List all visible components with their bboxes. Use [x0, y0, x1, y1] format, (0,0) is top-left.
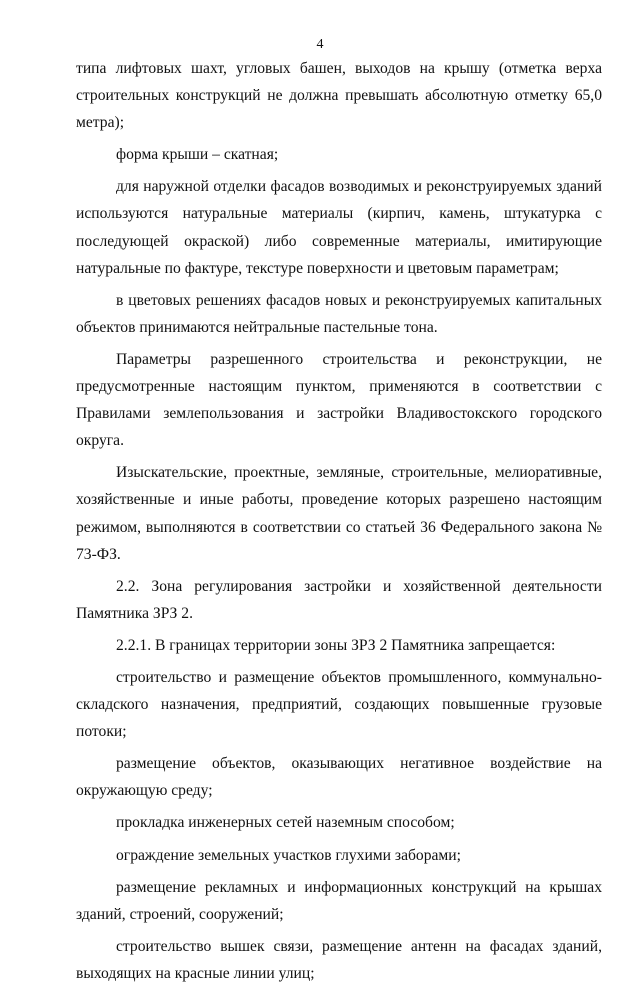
- paragraph-construction-parameters: Параметры разрешенного строительства и реконструкции, не предусмотренные настоящим пунктом, применяются в соответствии с Правилами землепользования и застройки Владивостокского городского округа.: [76, 350, 602, 450]
- list-item-industrial-objects: строительство и размещение объектов промышленного, коммунально-складского назначения, предприятий, создающих повышенные грузовые потоки;: [76, 668, 602, 741]
- section-heading-2-2: 2.2. Зона регулирования застройки и хозяйственной деятельности Памятника ЗРЗ 2.: [76, 577, 602, 622]
- page-number: 4: [316, 37, 324, 52]
- subsection-heading-2-2-1: 2.2.1. В границах территории зоны ЗРЗ 2 Памятника запрещается:: [116, 636, 556, 654]
- list-item-blind-fences: ограждение земельных участков глухими заборами;: [116, 846, 461, 864]
- paragraph-permitted-works: Изыскательские, проектные, земляные, строительные, мелиоративные, хозяйственные и иные работы, проведение которых разрешено настоящим режимом, выполняются в соответствии со статьей 36 Федерального закона № 73-ФЗ.: [76, 464, 602, 563]
- paragraph-roof-shape: форма крыши – скатная;: [116, 146, 279, 164]
- list-item-ground-networks: прокладка инженерных сетей наземным способом;: [116, 814, 455, 832]
- document-body: [76, 55, 602, 987]
- list-item-advertising-on-roofs: размещение рекламных и информационных конструкций на крышах зданий, строений, сооружений;: [76, 878, 602, 923]
- paragraph-facade-finishing: для наружной отделки фасадов возводимых и реконструируемых зданий используются натуральные материалы (кирпич, камень, штукатурка с последующей окраской) либо современные материалы, имитирующие натуральные по фактуре, текстуре поверхности и цветовым параметрам;: [76, 178, 602, 277]
- list-item-communication-towers: строительство вышек связи, размещение антенн на фасадах зданий, выходящих на красные линии улиц;: [76, 937, 602, 982]
- list-item-negative-impact: размещение объектов, оказывающих негативное воздействие на окружающую среду;: [76, 755, 602, 800]
- paragraph-building-height: типа лифтовых шахт, угловых башен, выходов на крышу (отметка верха строительных конструкций не должна превышать абсолютную отметку 65,0 метра);: [76, 60, 602, 132]
- paragraph-facade-colors: в цветовых решениях фасадов новых и реконструируемых капитальных объектов принимаются нейтральные пастельные тона.: [76, 291, 602, 336]
